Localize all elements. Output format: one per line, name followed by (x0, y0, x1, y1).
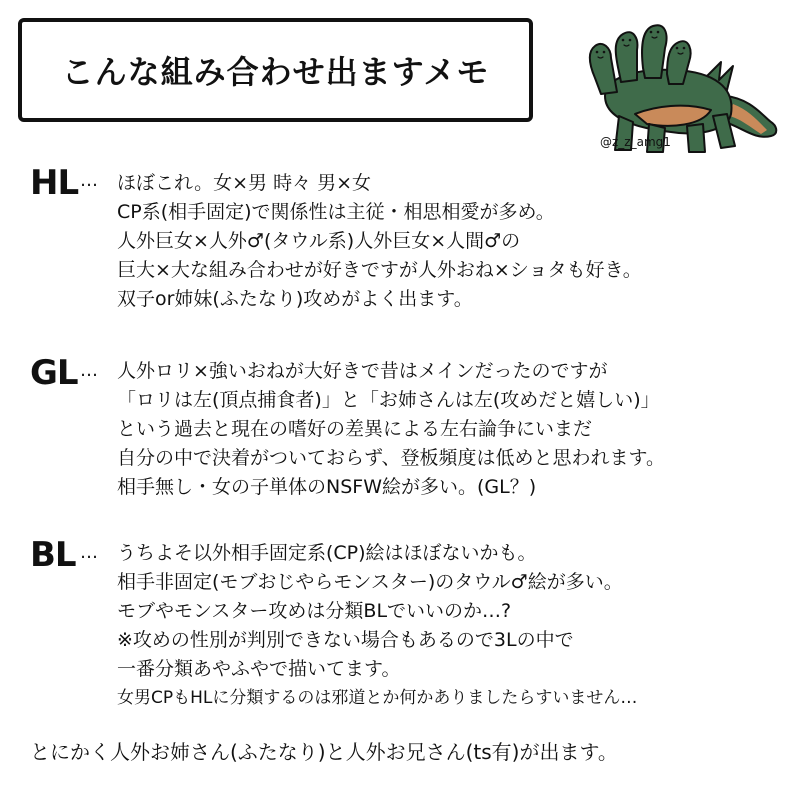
section-text-hl (117, 169, 797, 314)
section-line: うちよそ以外相手固定系(CP)絵はほぼないかも。 (117, 542, 537, 564)
section-text-gl (117, 357, 797, 502)
section-line: ※攻めの性別が判別できない場合もあるので3Lの中で (117, 629, 574, 651)
artist-handle: @z_z_amg1 (600, 135, 671, 149)
section-line: 女男CPもHLに分類するのは邪道とか何かありましたらすいません… (117, 688, 638, 708)
section-text-bl (117, 539, 797, 713)
section-line: 相手無し・女の子単体のNSFW絵が多い。(GL？) (117, 476, 537, 498)
section-label-gl: GL (30, 353, 78, 393)
footer-summary: とにかく人外お姉さん(ふたなり)と人外お兄さん(ts有)が出ます。 (30, 740, 618, 764)
section-line: 人外ロリ×強いおねが大好きで昔はメインだったのですが (117, 360, 608, 382)
page-title: こんな組み合わせ出ますメモ (61, 53, 490, 91)
section-line: 巨大×大な組み合わせが好きですが人外おね×ショタも好き。 (117, 259, 642, 281)
section-line: 双子or姉妹(ふたなり)攻めがよく出ます。 (117, 288, 473, 310)
section-line: 相手非固定(モブおじやらモンスター)のタウル♂絵が多い。 (117, 571, 623, 593)
section-line: CP系(相手固定)で関係性は主従・相思相愛が多め。 (117, 201, 555, 223)
section-line: 人外巨女×人外♂(タウル系)人外巨女×人間♂の (117, 230, 521, 252)
section-line: 「ロリは左(頂点捕食者)」と「お姉さんは左(攻めだと嬉しい)」 (117, 389, 660, 411)
title-box (18, 18, 533, 122)
section-line: ほぼこれ。女×男 時々 男×女 (117, 172, 372, 194)
section-dots-bl: … (80, 542, 98, 563)
section-line: 自分の中で決着がついておらず、登板頻度は低めと思われます。 (117, 447, 665, 469)
section-label-bl: BL (30, 535, 76, 575)
section-line: 一番分類あやふやで描いてます。 (117, 658, 401, 680)
section-dots-gl: … (80, 360, 98, 381)
section-line: という過去と現在の嗜好の差異による左右論争にいまだ (117, 418, 593, 440)
section-line: モブやモンスター攻めは分類BLでいいのか…? (117, 600, 512, 622)
section-dots-hl: … (80, 170, 98, 191)
section-label-hl: HL (30, 163, 79, 203)
